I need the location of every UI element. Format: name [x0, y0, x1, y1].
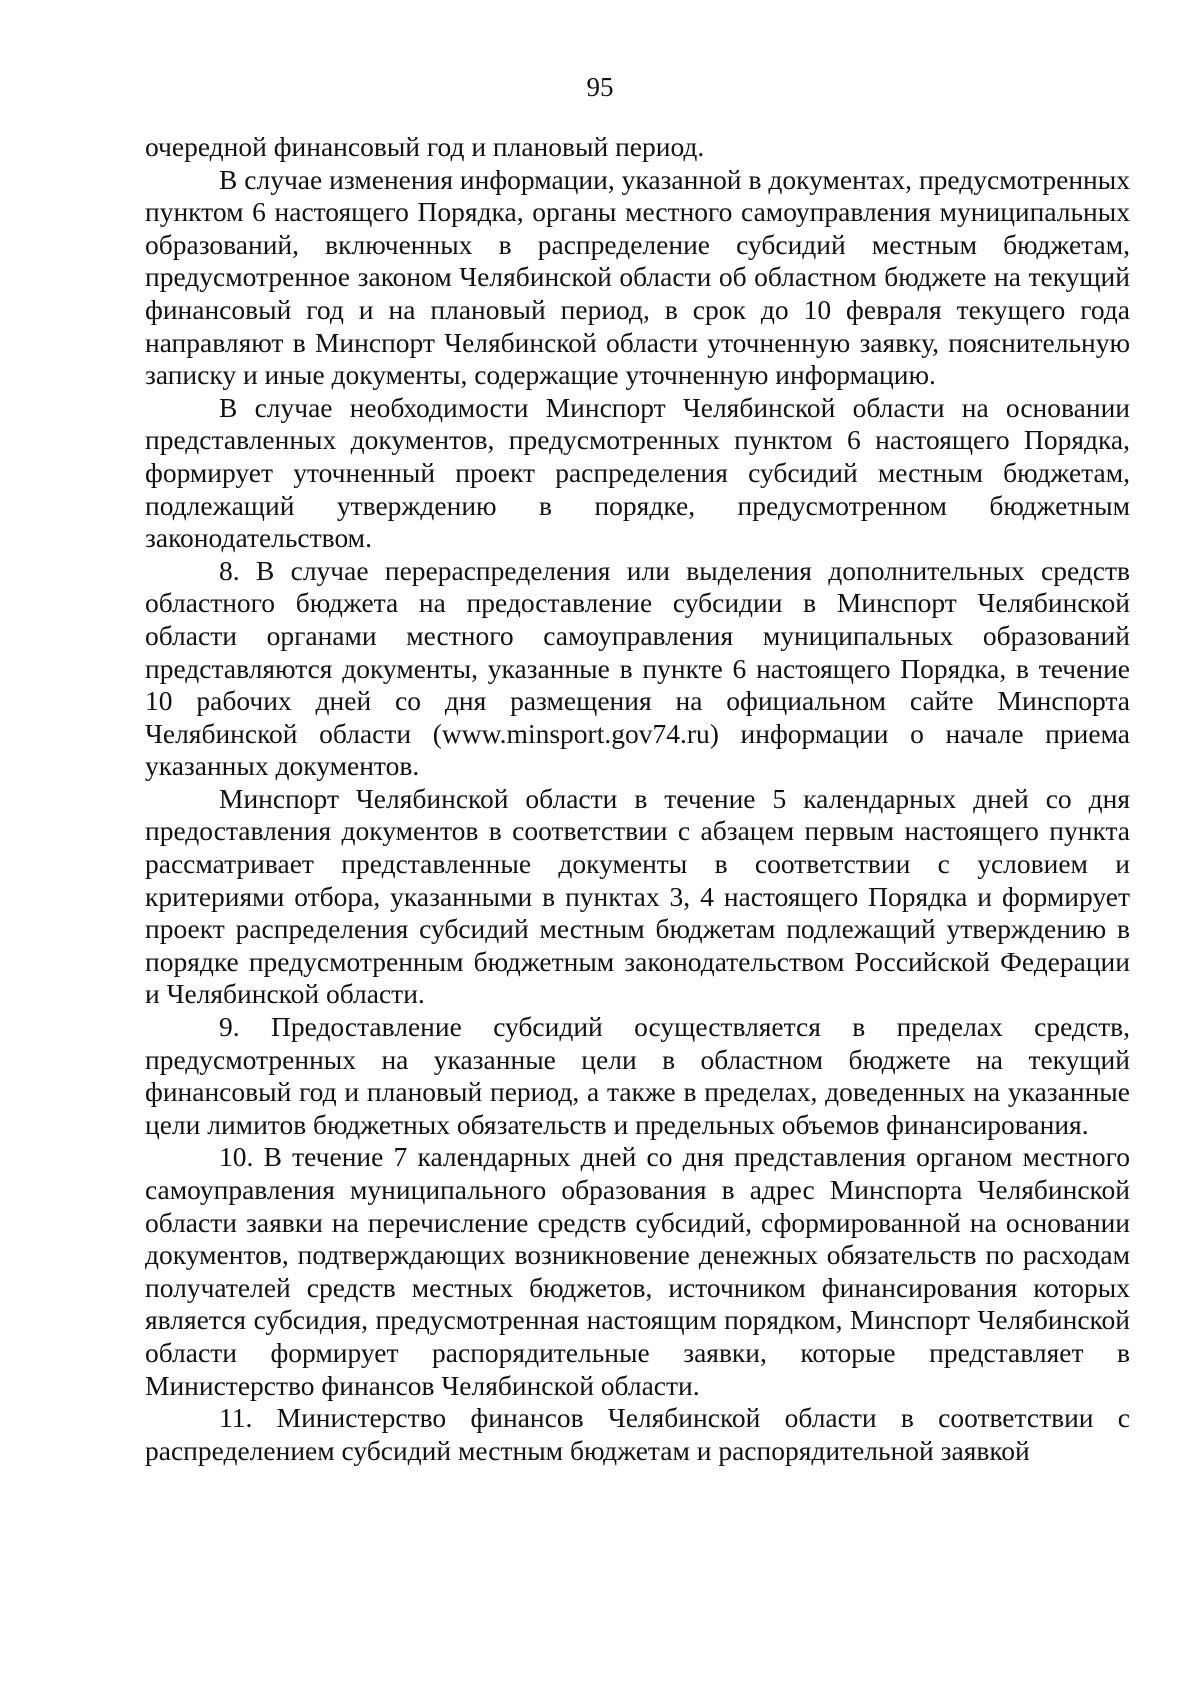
page-number: 95 — [586, 72, 614, 102]
paragraph-continuation: очередной финансовый год и плановый период. — [145, 131, 705, 162]
paragraph-revised-draft: В случае необходимости Минспорт Челябинской области на основании представленных документов, предусмотренных пунктом 6 настоящего Порядка, формирует уточненный проект распределения субсидий местным бюджетам, подлежащий утверждению в порядке, предусмотренном бюджетным законодательством. — [145, 391, 1130, 554]
paragraph-item-8: 8. В случае перераспределения или выделения дополнительных средств областного бюджета на предоставление субсидии в Минспорт Челябинской области органами местного самоуправления муниципальных образований представляются документы, указанные в пункте 6 настоящего Порядка, в течение 10 рабочих дней со дня размещения на официальном сайте Минспорта Челябинской области (www.minsport.gov74.ru) информации о начале приема указанных документов. — [145, 554, 1130, 782]
paragraph-item-10: 10. В течение 7 календарных дней со дня представления органом местного самоуправления муниципального образования в адрес Минспорта Челябинской области заявки на перечисление средств субсидий, сформированной на основании документов, подтверждающих возникновение денежных обязательств по расходам получателей средств местных бюджетов, источником финансирования которых является субсидия, предусмотренная настоящим порядком, Минспорт Челябинской области формирует распорядительные заявки, которые представляет в Министерство финансов Челябинской области. — [145, 1141, 1130, 1401]
paragraph-info-change: В случае изменения информации, указанной в документах, предусмотренных пунктом 6 настоящего Порядка, органы местного самоуправления муниципальных образований, включенных в распределение субсидий местным бюджетам, предусмотренное законом Челябинской области об областном бюджете на текущий финансовый год и на плановый период, в срок до 10 февраля текущего года направляют в Минспорт Челябинской области уточненную заявку, пояснительную записку и иные документы, содержащие уточненную информацию. — [145, 163, 1130, 391]
paragraph-item-9: 9. Предоставление субсидий осуществляется в пределах средств, предусмотренных на указанные цели в областном бюджете на текущий финансовый год и плановый период, а также в пределах, доведенных на указанные цели лимитов бюджетных обязательств и предельных объемов финансирования. — [145, 1011, 1130, 1140]
paragraph-item-11: 11. Министерство финансов Челябинской области в соответствии с распределением субсидий местным бюджетам и распорядительной заявкой — [145, 1402, 1130, 1466]
paragraph-item-8-review: Минспорт Челябинской области в течение 5 календарных дней со дня предоставления документов в соответствии с абзацем первым настоящего пункта рассматривает представленные документы в соответствии с условием и критериями отбора, указанными в пунктах 3, 4 настоящего Порядка и формирует проект распределения субсидий местным бюджетам подлежащий утверждению в порядке предусмотренным бюджетным законодательством Российской Федерации и Челябинской области. — [145, 782, 1130, 1010]
document-body — [145, 131, 1130, 1467]
